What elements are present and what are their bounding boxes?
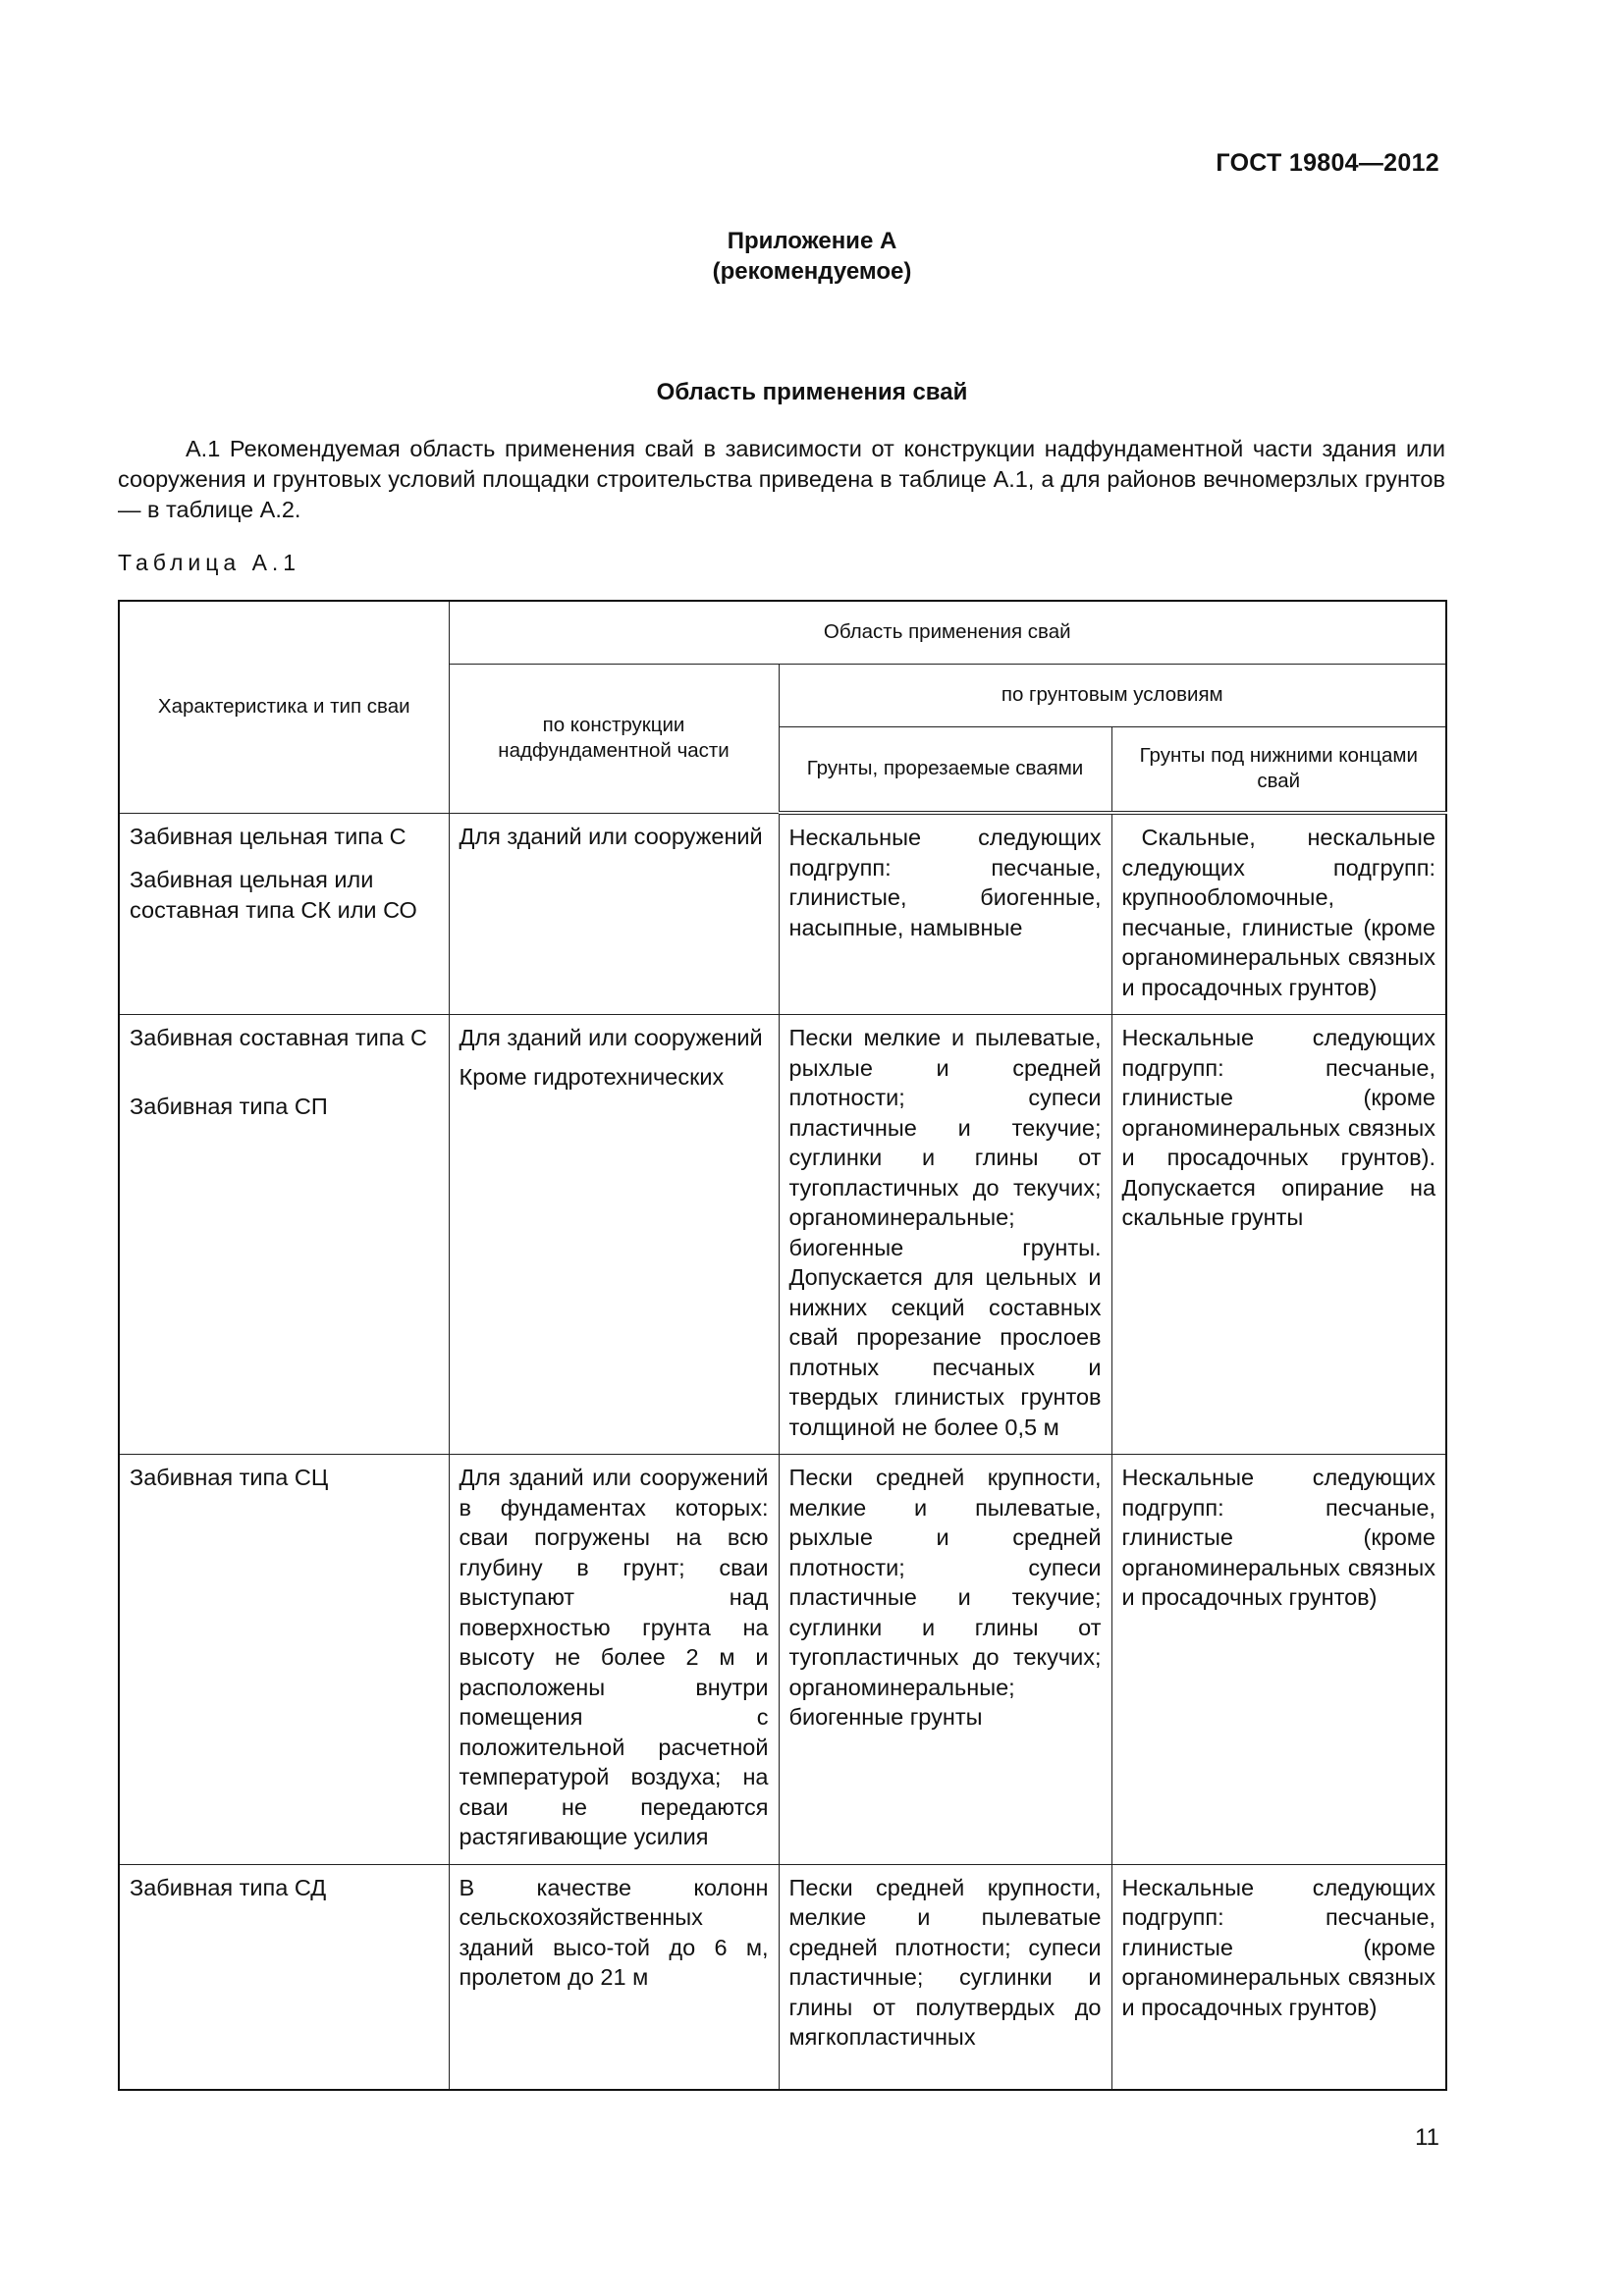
appendix-heading [0,226,1624,287]
soils-under-cell: Нескальные следующих подгрупп: песчаные, глинистые (кроме органоминеральных связных и просадочных грунтов). Допускается опирание на скальные грунты [1111,1015,1446,1455]
pile-type: Забивная составная типа С [130,1025,428,1050]
table-row [119,1455,1446,1865]
section-title: Область применения свай [656,379,968,405]
appendix-title: Приложение А [727,228,897,254]
header-characteristic: Характеристика и тип сваи [119,601,449,813]
construction-cell [449,1015,779,1455]
page-number: 11 [1415,2124,1439,2151]
pile-type-cell [119,813,449,1015]
header-soils-pierced: Грунты, прорезаемые сваями [779,726,1111,813]
pile-type: Забивная цельная или составная типа СК или СО [130,867,417,923]
pile-type: Забивная типа СП [130,1093,328,1119]
intro-paragraph: А.1 Рекомендуемая область применения свай в зависимости от конструкции надфундаментной части здания или сооружения и грунтовых условий площадки строительства приведена в таблице А.1, а для районов вечномерзлых грунтов — в таблице А.2. [118,436,1445,522]
header-area: Область применения свай [449,601,1446,664]
table-row [119,1015,1446,1455]
construction-text: Для зданий или сооружений [459,1025,763,1050]
appendix-subtitle: (рекомендуемое) [712,258,912,285]
table-label: Таблица А.1 [118,550,301,575]
soils-pierced-cell: Пески средней крупности, мелкие и пылеватые средней плотности; супеси пластичные; суглинки и глины от полутвердых до мягкопластичных [779,1864,1111,2090]
soils-pierced-cell: Нескальные следующих подгрупп: песчаные, глинистые, биогенные, насыпные, намывные [779,813,1111,1015]
soils-under-cell: Нескальные следующих подгрупп: песчаные, глинистые (кроме органоминеральных связных и просадочных грунтов) [1111,1864,1446,2090]
construction-text: Кроме гидротехнических [459,1063,725,1090]
soils-pierced-cell: Пески средней крупности, мелкие и пылеватые, рыхлые и средней плотности; супеси пластичные и текучие; суглинки и глины от тугопластичных до текучих; органоминеральные; биогенные грунты [779,1455,1111,1865]
pile-type-cell: Забивная типа СЦ [119,1455,449,1865]
table-row [119,813,1446,1015]
construction-cell: Для зданий или сооружений [449,813,779,1015]
soils-under-cell: Скальные, нескальные следующих подгрупп: крупнообломочные, песчаные, глинистые (кроме органоминеральных связных и просадочных грунтов) [1111,813,1446,1015]
document-standard-code: ГОСТ 19804—2012 [1216,149,1439,177]
soils-pierced-cell: Пески мелкие и пылеватые, рыхлые и средней плотности; супеси пластичные и текучие; суглинки и глины от тугопластичных до текучих; органоминеральные; биогенные грунты. Допускается для цельных и нижних секций составных свай прорезание прослоев плотных песчаных и твердых глинистых грунтов толщиной не более 0,5 м [779,1015,1111,1455]
construction-cell: Для зданий или сооружений в фундаментах которых: сваи погружены на всю глубину в грунт; сваи выступают над поверхностью грунта на высоту не более 2 м и расположены внутри помещения с положительной расчетной температурой воздуха; на сваи не передаются растягивающие усилия [449,1455,779,1865]
intro-text [118,434,1445,525]
pile-application-table [118,600,1447,2091]
header-by-construction: по конструкции надфундаментной части [449,664,779,813]
header-by-soil: по грунтовым условиям [779,664,1446,726]
header-soils-under: Грунты под нижними концами свай [1111,726,1446,813]
soils-under-cell: Нескальные следующих подгрупп: песчаные, глинистые (кроме органоминеральных связных и просадочных грунтов) [1111,1455,1446,1865]
pile-type-cell: Забивная типа СД [119,1864,449,2090]
pile-type: Забивная цельная типа С [130,823,406,849]
construction-cell: В качестве колонн сельскохозяйственных зданий высо-той до 6 м, пролетом до 21 м [449,1864,779,2090]
pile-type-cell [119,1015,449,1455]
table-row [119,1864,1446,2090]
